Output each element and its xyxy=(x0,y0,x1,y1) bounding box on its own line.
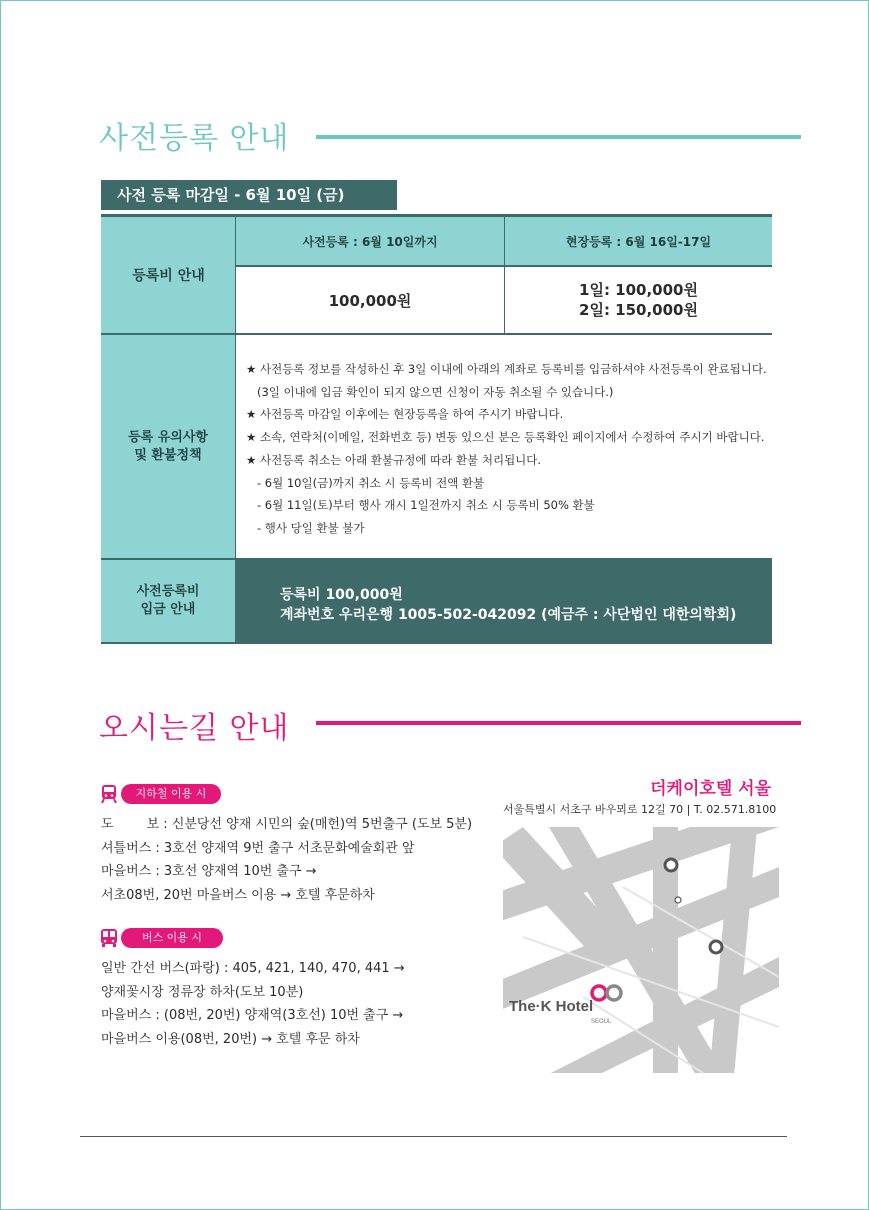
subway-line: 마을버스 : 3호선 양재역 10번 출구 → xyxy=(101,864,317,879)
subway-line: 서초08번, 20번 마을버스 이용 → 호텔 후문하차 xyxy=(101,887,375,903)
bottom-rule xyxy=(80,1136,787,1137)
hotel-name: 더케이호텔 서울 xyxy=(650,779,771,799)
subway-directions xyxy=(101,813,472,907)
bus-line: 양재꽃시장 정류장 하차(도보 10분) xyxy=(101,984,304,1000)
directions-section-title: 오시는길 안내 xyxy=(99,711,290,746)
map-graphic xyxy=(503,827,779,1073)
notes-label-cell xyxy=(101,335,235,559)
pre-registration-fee: 100,000원 xyxy=(328,291,412,310)
location-map xyxy=(503,827,779,1073)
bus-directions xyxy=(101,957,405,1051)
onsite-fee-day2: 2일: 150,000원 xyxy=(579,301,698,319)
bus-line: 마을버스 : (08번, 20번) 양재역(3호선) 10번 출구 → xyxy=(101,1008,404,1023)
hotel-address: 서울특별시 서초구 바우뫼로 12길 70 | T. 02.571.8100 xyxy=(503,803,777,816)
note-line: ★ 사전등록 마감일 이후에는 현장등록을 하여 주시기 바랍니다. xyxy=(246,407,564,422)
directions-title-rule xyxy=(316,721,801,725)
notes-label-line1: 등록 유의사항 xyxy=(128,430,208,445)
map-hotel-logo: The·K Hotel xyxy=(509,998,594,1015)
note-line: - 6월 10일(금)까지 취소 시 등록비 전액 환불 xyxy=(246,475,485,490)
subway-line: 도 보 : 신분당선 양재 시민의 숲(매헌)역 5번출구 (도보 5분) xyxy=(101,817,473,832)
note-line: - 행사 당일 환불 불가 xyxy=(246,520,365,535)
note-line: - 6월 11일(토)부터 행사 개시 1일전까지 취소 시 등록비 50% 환불 xyxy=(246,498,595,513)
bus-badge: 버스 이용 시 xyxy=(121,928,223,948)
pre-registration-header xyxy=(236,217,504,265)
table-divider-v xyxy=(504,217,505,333)
bus-line: 마을버스 이용(08번, 20번) → 호텔 후문 하차 xyxy=(101,1031,360,1047)
fee-label-cell xyxy=(101,217,236,333)
subway-icon xyxy=(101,785,117,803)
note-line: (3일 이내에 입금 확인이 되지 않으면 신청이 자동 취소될 수 있습니다.) xyxy=(246,384,614,399)
payment-label-line2: 입금 안내 xyxy=(140,602,196,617)
table-divider-h xyxy=(236,265,772,267)
bus-line: 일반 간선 버스(파랑) : 405, 421, 140, 470, 441 → xyxy=(101,961,405,976)
subway-badge: 지하철 이용 시 xyxy=(121,784,221,804)
onsite-registration-header xyxy=(505,217,772,265)
payment-label-line1: 사전등록비 xyxy=(136,584,200,599)
payment-info-cell xyxy=(236,560,772,642)
onsite-registration-header-text: 현장등록 : 6월 16일-17일 xyxy=(565,234,712,249)
onsite-fee-day1: 1일: 100,000원 xyxy=(579,281,698,299)
pre-registration-header-text: 사전등록 : 6월 10일까지 xyxy=(302,234,438,249)
payment-label-cell xyxy=(101,560,235,642)
registration-deadline: 사전 등록 마감일 - 6월 10일 (금) xyxy=(101,180,397,210)
table-bottom-border xyxy=(101,642,772,644)
registration-notes xyxy=(246,358,776,540)
pre-registration-fee-cell xyxy=(236,267,504,333)
note-line: ★ 소속, 연락처(이메일, 전화번호 등) 변동 있으신 분은 등록확인 페이지에서 수정하여 주시기 바랍니다. xyxy=(246,430,765,445)
note-line: ★ 사전등록 취소는 아래 환불규정에 따라 환불 처리됩니다. xyxy=(246,452,542,467)
bus-icon xyxy=(101,929,117,947)
map-hotel-logo-sub: SEOUL xyxy=(591,1019,612,1025)
fee-label: 등록비 안내 xyxy=(132,268,205,284)
registration-section-title: 사전등록 안내 xyxy=(99,121,290,156)
notes-label-line2: 및 환불정책 xyxy=(134,448,202,463)
onsite-registration-fee-cell xyxy=(505,267,772,333)
payment-fee: 등록비 100,000원 xyxy=(280,587,403,603)
registration-title-rule xyxy=(316,135,801,139)
subway-line: 셔틀버스 : 3호선 양재역 9번 출구 서초문화예술회관 앞 xyxy=(101,840,415,856)
note-line: ★ 사전등록 정보를 작성하신 후 3일 이내에 아래의 계좌로 등록비를 입금하셔야 사전등록이 완료됩니다. xyxy=(246,362,767,376)
payment-account: 계좌번호 우리은행 1005-502-042092 (예금주 : 사단법인 대한의학회) xyxy=(280,607,737,623)
